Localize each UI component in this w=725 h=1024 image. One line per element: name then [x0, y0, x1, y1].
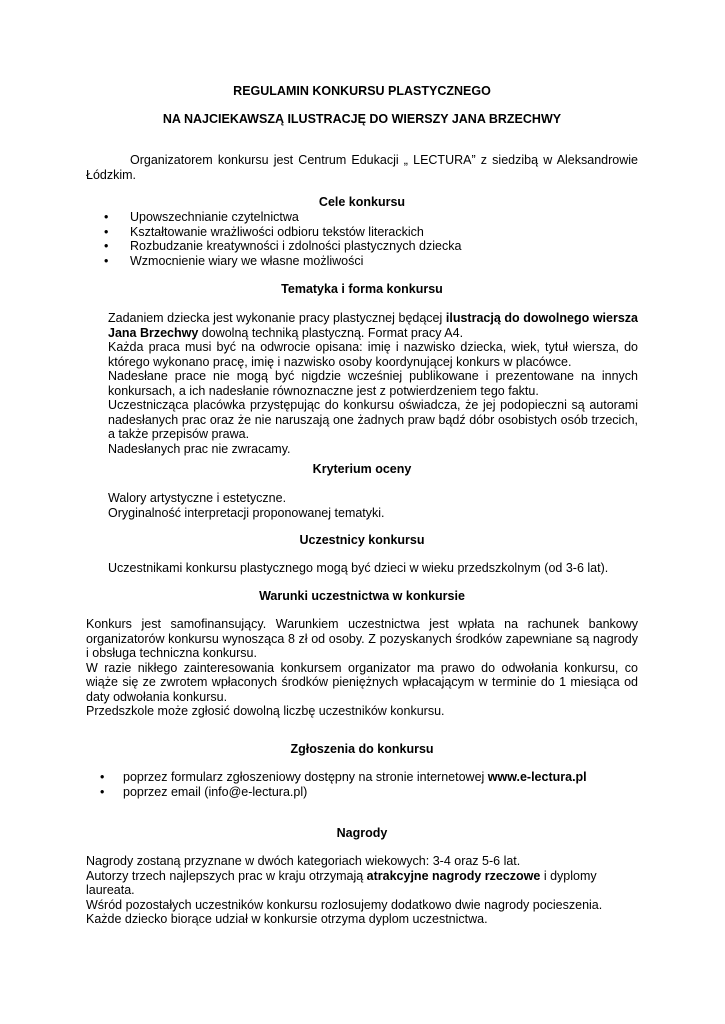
uczestnicy-paragraph: Uczestnikami konkursu plastycznego mogą być dzieci w wieku przedszkolnym (od 3-6 lat).: [108, 561, 609, 575]
tematyka-paragraph-4: Uczestnicząca placówka przystępując do konkursu oświadcza, że jej podopieczni są autorami nadesłanych prac oraz że nie naruszają one żadnych praw bądź dóbr osobistych osób trzecich, a także przepisów prawa.: [108, 398, 638, 441]
nagrody-paragraph-3: Wśród pozostałych uczestników konkursu rozlosujemy dodatkowo dwie nagrody pocieszenia. Każde dziecko biorące udział w konkursie otrzyma dyplom uczestnictwa.: [86, 897, 603, 926]
bullet-icon: •: [100, 770, 105, 784]
warunki-section: [86, 617, 638, 719]
tematyka-section: [86, 311, 638, 456]
nagrody-paragraph-2: Autorzy trzech najlepszych prac w kraju otrzymają atrakcyjne nagrody rzeczowe i dyplomy laureata.: [86, 868, 597, 897]
bullet-icon: •: [104, 210, 109, 224]
website-link[interactable]: www.e-lectura.pl: [487, 770, 587, 784]
bullet-icon: •: [104, 239, 109, 253]
tematyka-paragraph-2: Każda praca musi być na odwrocie opisana: imię i nazwisko dziecka, wiek, tytuł wiersza, do którego wykonano pracę, imię i nazwisko osoby koordynującej konkurs w placówce.: [108, 340, 638, 369]
heading-warunki: Warunki uczestnictwa w konkursie: [259, 589, 465, 603]
kryterium-paragraph-1: Walory artystyczne i estetyczne.: [108, 491, 287, 505]
tematyka-paragraph-3: Nadesłane prace nie mogą być nigdzie wcześniej publikowane i prezentowane na innych konkursach, a ich nadesłanie równoznaczne jest z potwierdzeniem tego faktu.: [108, 369, 638, 398]
list-item: • Kształtowanie wrażliwości odbioru tekstów literackich: [104, 224, 424, 239]
heading-tematyka: Tematyka i forma konkursu: [281, 282, 443, 296]
list-item: • Upowszechnianie czytelnictwa: [104, 210, 299, 224]
list-item: • poprzez formularz zgłoszeniowy dostępny na stronie internetowej www.e-lectura.pl: [100, 770, 587, 784]
list-item: • poprzez email (info@e-lectura.pl): [100, 784, 308, 799]
tematyka-paragraph-5: Nadesłanych prac nie zwracamy.: [108, 441, 291, 456]
list-item: • Wzmocnienie wiary we własne możliwości: [104, 253, 364, 268]
heading-nagrody: Nagrody: [336, 826, 388, 840]
cele-list: [86, 210, 638, 268]
heading-uczestnicy: Uczestnicy konkursu: [299, 533, 425, 547]
title-line-1: REGULAMIN KONKURSU PLASTYCZNEGO: [233, 84, 491, 98]
nagrody-section: [86, 854, 638, 927]
heading-cele: Cele konkursu: [318, 195, 406, 209]
bullet-icon: •: [104, 253, 109, 268]
heading-kryterium: Kryterium oceny: [312, 462, 412, 476]
warunki-paragraph-2: W razie nikłego zainteresowania konkursem organizator ma prawo do odwołania konkursu, co wiąże się ze zwrotem wpłaconych środków pieniężnych wpłacającym w terminie do 1 miesiąca od daty odwołania konkursu.: [86, 660, 638, 704]
warunki-paragraph-1: Konkurs jest samofinansujący. Warunkiem uczestnictwa jest wpłata na rachunek bankowy organizatorów konkursu wynosząca 8 zł od osoby. Z pozyskanych środków zapewniane są nagrody i obsługa techniczna konkursu.: [86, 617, 638, 660]
warunki-paragraph-3: Przedszkole może zgłosić dowolną liczbę uczestników konkursu.: [86, 704, 445, 718]
bullet-icon: •: [100, 784, 105, 799]
list-item: • Rozbudzanie kreatywności i zdolności plastycznych dziecka: [104, 239, 462, 253]
intro-paragraph: Organizatorem konkursu jest Centrum Edukacji „ LECTURA” z siedzibą w Aleksandrowie Łódzkim.: [86, 153, 638, 182]
kryterium-paragraph-2: Oryginalność interpretacji proponowanej tematyki.: [108, 505, 385, 520]
zgloszenia-list: [86, 770, 638, 799]
title-line-2: NA NAJCIEKAWSZĄ ILUSTRACJĘ DO WIERSZY JANA BRZECHWY: [162, 112, 562, 126]
heading-zgloszenia: Zgłoszenia do konkursu: [290, 742, 434, 756]
tematyka-paragraph-1: Zadaniem dziecka jest wykonanie pracy plastycznej będącej ilustracją do dowolnego wiersza Jana Brzechwy dowolną techniką plastyczną. Format pracy A4.: [108, 311, 638, 340]
nagrody-paragraph-1: Nagrody zostaną przyznane w dwóch kategoriach wiekowych: 3-4 oraz 5-6 lat.: [86, 854, 521, 868]
bullet-icon: •: [104, 224, 109, 239]
kryterium-section: [86, 491, 638, 520]
